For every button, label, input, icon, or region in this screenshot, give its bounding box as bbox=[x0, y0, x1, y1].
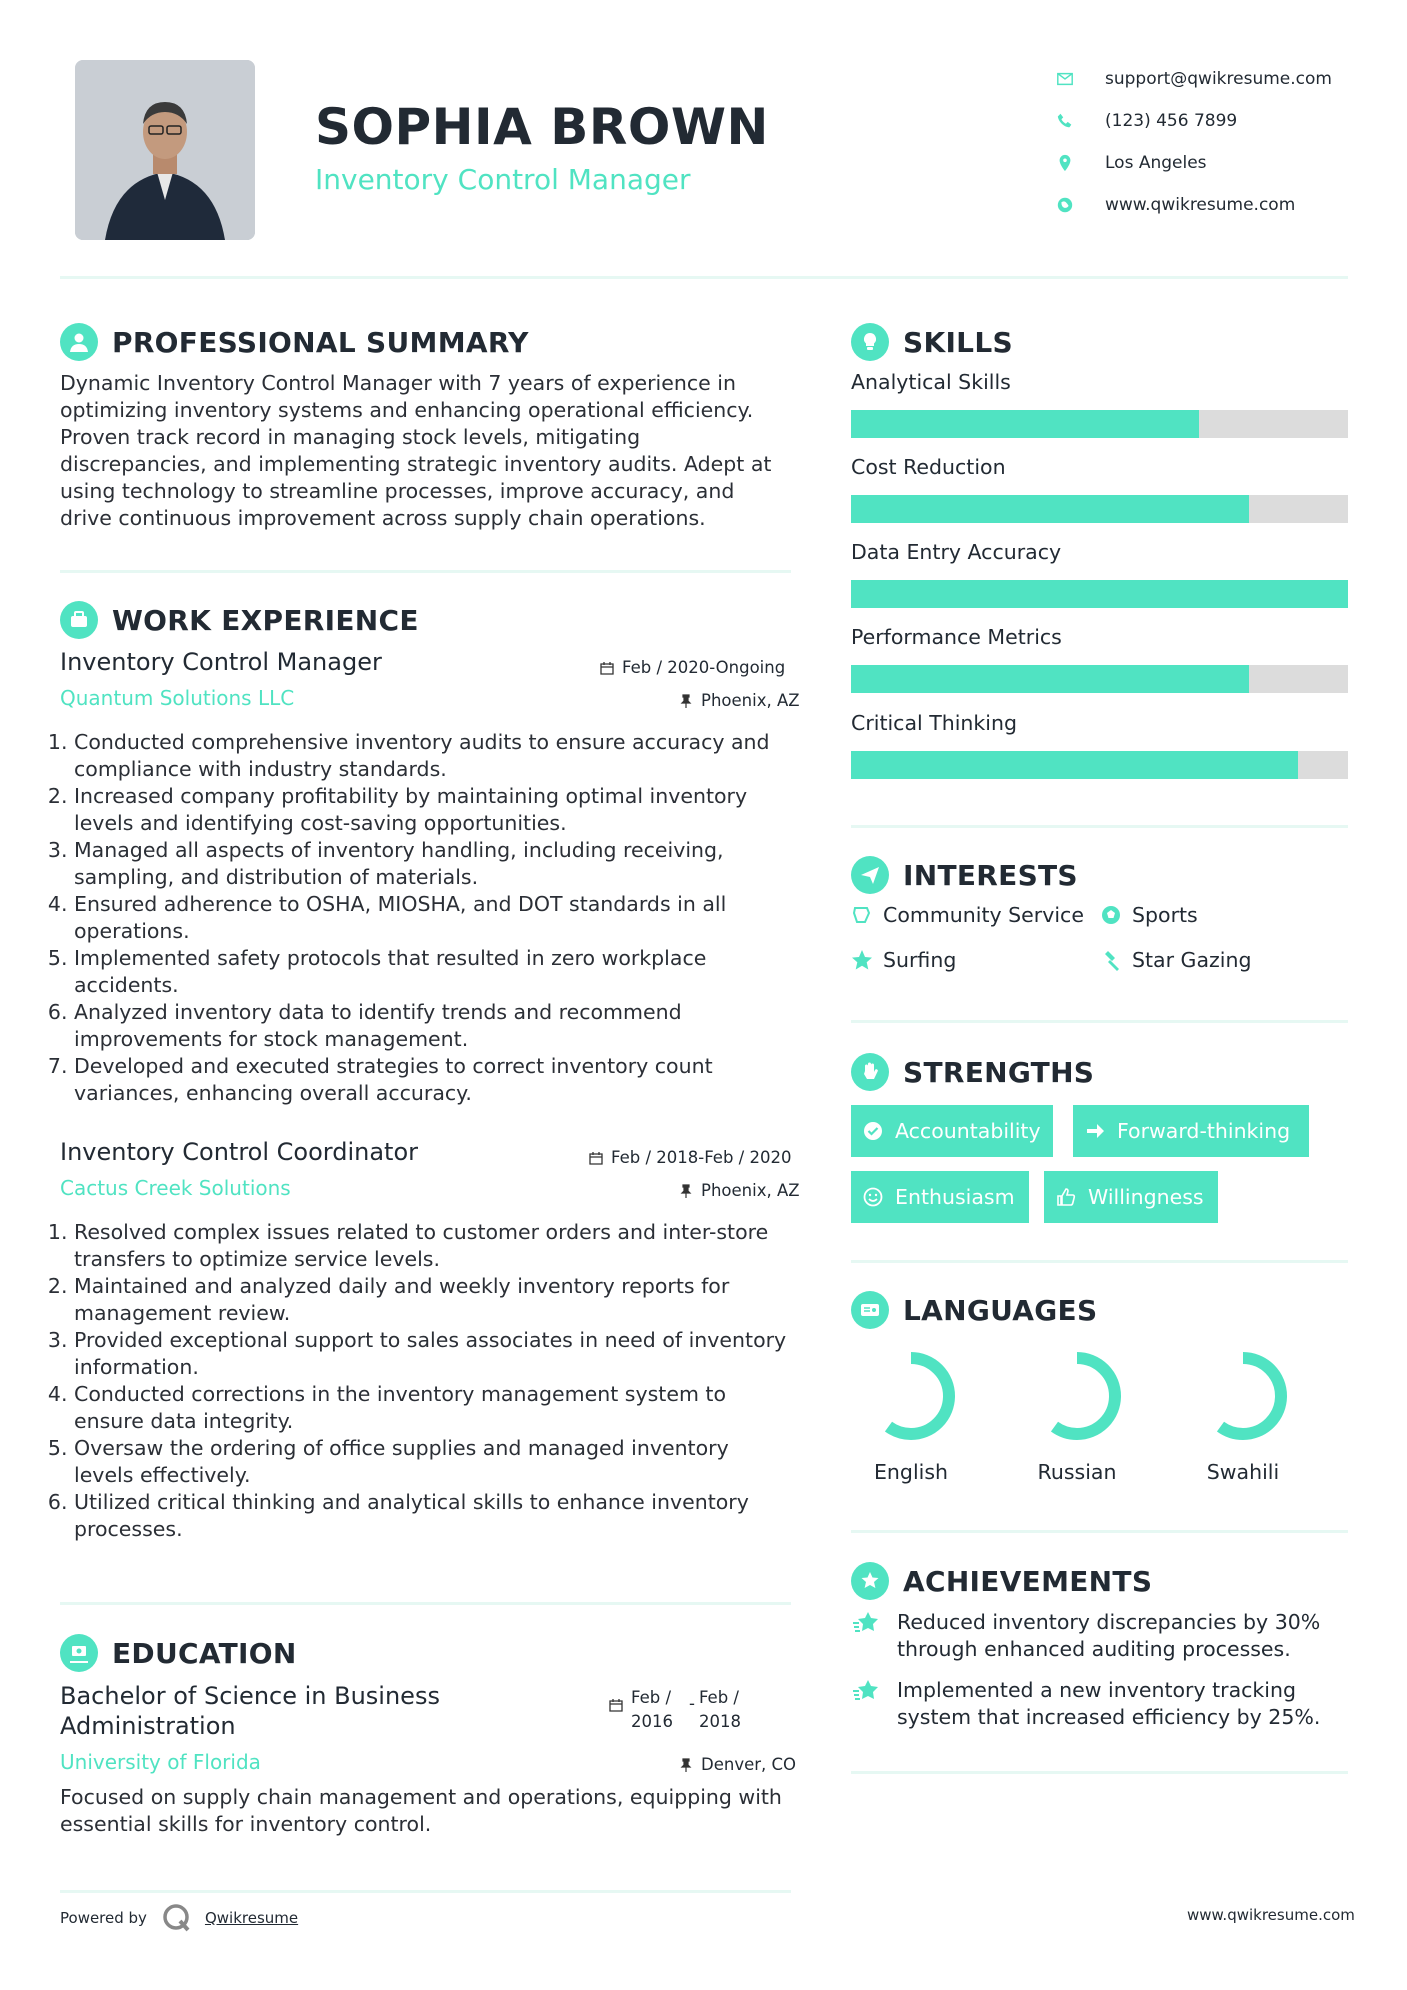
heart-hand-icon bbox=[851, 904, 873, 926]
skill-bar-fill bbox=[851, 580, 1348, 608]
education-text: Focused on supply chain management and operations, equipping with essential skills for inventory control. bbox=[60, 1785, 782, 1836]
job-1-location-text: Phoenix, AZ bbox=[701, 691, 800, 710]
trophy-star-icon bbox=[851, 1562, 889, 1600]
list-item: 5. Implemented safety protocols that resulted in zero workplace accidents. bbox=[74, 945, 791, 999]
contact-location-text: Los Angeles bbox=[1105, 153, 1207, 173]
calendar-icon bbox=[589, 1151, 603, 1165]
education-divider bbox=[60, 1890, 791, 1893]
skill-bar bbox=[851, 580, 1348, 608]
skills-heading bbox=[851, 323, 1013, 361]
list-item: 6. Utilized critical thinking and analytical skills to enhance inventory processes. bbox=[74, 1489, 791, 1543]
job-2-location bbox=[679, 1181, 800, 1200]
profile-photo bbox=[75, 60, 255, 240]
job-1-date-text: Feb / 2020-Ongoing bbox=[622, 658, 786, 677]
list-item: 5. Oversaw the ordering of office supplies and managed inventory levels effectively. bbox=[74, 1435, 791, 1489]
language-english bbox=[841, 1346, 981, 1484]
contact-email-text: support@qwikresume.com bbox=[1105, 69, 1332, 89]
skill-bar bbox=[851, 665, 1348, 693]
skill-critical-thinking bbox=[851, 711, 1348, 779]
contact-phone-text: (123) 456 7899 bbox=[1105, 111, 1238, 131]
education-location-text: Denver, CO bbox=[701, 1755, 797, 1774]
strengths-heading bbox=[851, 1053, 1094, 1091]
skill-bar-fill bbox=[851, 665, 1249, 693]
star-ribbon-icon bbox=[851, 1609, 881, 1639]
strength-label: Enthusiasm bbox=[895, 1185, 1015, 1209]
interest-star-gazing bbox=[1100, 948, 1251, 972]
language-label: Swahili bbox=[1206, 1460, 1280, 1484]
education-date-start: Feb / 2016 bbox=[631, 1688, 673, 1731]
interests-title: INTERESTS bbox=[903, 858, 1078, 892]
list-item: 2. Maintained and analyzed daily and weekly inventory reports for management review. bbox=[74, 1273, 791, 1327]
soccer-ball-icon bbox=[1100, 904, 1122, 926]
job-2-company: Cactus Creek Solutions bbox=[60, 1176, 291, 1200]
languages-title: LANGUAGES bbox=[903, 1293, 1098, 1327]
language-ring bbox=[1027, 1346, 1127, 1446]
skill-analytical bbox=[851, 370, 1348, 438]
pin-icon bbox=[679, 694, 693, 708]
contact-website[interactable] bbox=[1055, 184, 1355, 226]
skill-label: Cost Reduction bbox=[851, 455, 1006, 479]
header-divider bbox=[60, 276, 1348, 279]
interest-label: Sports bbox=[1132, 903, 1198, 927]
interests-divider bbox=[851, 1020, 1348, 1023]
job-2-bullets bbox=[56, 1219, 791, 1543]
skill-bar bbox=[851, 495, 1348, 523]
skill-bar-fill bbox=[851, 751, 1298, 779]
language-ring bbox=[861, 1346, 961, 1446]
skills-title: SKILLS bbox=[903, 325, 1013, 359]
contact-email[interactable] bbox=[1055, 58, 1355, 100]
education-date-separator: - bbox=[689, 1694, 695, 1713]
qwikresume-link[interactable]: Qwikresume bbox=[204, 1909, 299, 1927]
skill-data-entry bbox=[851, 540, 1348, 608]
languages-heading bbox=[851, 1291, 1097, 1329]
achievements-divider bbox=[851, 1771, 1348, 1774]
candidate-name: SOPHIA BROWN bbox=[315, 98, 769, 156]
achievements-title: ACHIEVEMENTS bbox=[903, 1564, 1153, 1598]
job-1-date bbox=[600, 658, 785, 677]
skills-divider bbox=[851, 825, 1348, 828]
list-item: 1. Conducted comprehensive inventory audits to ensure accuracy and compliance with industry standards. bbox=[74, 729, 791, 783]
interests-heading bbox=[851, 856, 1078, 894]
skill-label: Analytical Skills bbox=[851, 370, 1011, 394]
strengths-divider bbox=[851, 1260, 1348, 1263]
interest-sports bbox=[1100, 903, 1198, 927]
achievement-text: Reduced inventory discrepancies by 30% through enhanced auditing processes. bbox=[897, 1610, 1321, 1661]
pin-icon bbox=[679, 1184, 693, 1198]
list-item: 4. Conducted corrections in the inventory management system to ensure data integrity. bbox=[74, 1381, 791, 1435]
thumbs-up-icon bbox=[1056, 1187, 1076, 1207]
skill-bar bbox=[851, 410, 1348, 438]
graduation-icon bbox=[60, 1634, 98, 1672]
briefcase-icon bbox=[60, 601, 98, 639]
language-russian bbox=[1007, 1346, 1147, 1484]
skill-cost-reduction bbox=[851, 455, 1348, 523]
candidate-role: Inventory Control Manager bbox=[315, 163, 691, 196]
job-1-company: Quantum Solutions LLC bbox=[60, 686, 295, 710]
job-2-location-text: Phoenix, AZ bbox=[701, 1181, 800, 1200]
interest-label: Surfing bbox=[883, 948, 957, 972]
skill-bar bbox=[851, 751, 1348, 779]
strength-willingness bbox=[1044, 1171, 1218, 1223]
experience-title: WORK EXPERIENCE bbox=[112, 603, 419, 637]
contact-website-text: www.qwikresume.com bbox=[1105, 195, 1296, 215]
footer-website[interactable]: www.qwikresume.com bbox=[1187, 1906, 1355, 1924]
list-item: 6. Analyzed inventory data to identify trends and recommend improvements for stock management. bbox=[74, 999, 791, 1053]
list-item: 3. Provided exceptional support to sales associates in need of inventory information. bbox=[74, 1327, 791, 1381]
skill-bar-fill bbox=[851, 495, 1249, 523]
strength-accountability bbox=[851, 1105, 1053, 1157]
interest-community-service bbox=[851, 903, 1084, 927]
strengths-title: STRENGTHS bbox=[903, 1055, 1095, 1089]
education-school: University of Florida bbox=[60, 1750, 261, 1774]
education-date-end: Feb / 2018 bbox=[698, 1688, 741, 1731]
list-item: 2. Increased company profitability by maintaining optimal inventory levels and identifying cost-saving opportunities. bbox=[74, 783, 791, 837]
check-circle-icon bbox=[863, 1121, 883, 1141]
powered-by-label: Powered by bbox=[60, 1909, 147, 1927]
achievements-heading bbox=[851, 1562, 1152, 1600]
star-ribbon-icon bbox=[851, 1677, 881, 1707]
summary-title: PROFESSIONAL SUMMARY bbox=[112, 325, 529, 359]
powered-by bbox=[60, 1902, 298, 1934]
contact-phone[interactable] bbox=[1055, 100, 1355, 142]
list-item: 1. Resolved complex issues related to customer orders and inter-store transfers to optimize service levels. bbox=[74, 1219, 791, 1273]
language-swahili bbox=[1173, 1346, 1313, 1484]
education-location bbox=[679, 1755, 796, 1774]
summary-divider bbox=[60, 570, 791, 573]
achievement-text: Implemented a new inventory tracking system that increased efficiency by 25%. bbox=[897, 1678, 1321, 1729]
experience-heading bbox=[60, 601, 419, 639]
interest-label: Star Gazing bbox=[1132, 948, 1252, 972]
skill-performance-metrics bbox=[851, 625, 1348, 693]
job-1-title: Inventory Control Manager bbox=[60, 648, 382, 676]
star-icon bbox=[851, 949, 873, 971]
contact-list bbox=[1055, 58, 1355, 226]
skill-label: Critical Thinking bbox=[851, 711, 1017, 735]
arrow-right-icon bbox=[1085, 1121, 1105, 1141]
education-title: EDUCATION bbox=[112, 1636, 297, 1670]
achievement-item bbox=[851, 1677, 1351, 1731]
achievement-item bbox=[851, 1609, 1351, 1663]
education-date bbox=[609, 1686, 747, 1734]
calendar-icon bbox=[609, 1698, 623, 1712]
language-ring bbox=[1193, 1346, 1293, 1446]
interest-label: Community Service bbox=[883, 903, 1084, 927]
job-2-title: Inventory Control Coordinator bbox=[60, 1138, 418, 1166]
hand-icon bbox=[851, 1053, 889, 1091]
envelope-icon bbox=[1055, 69, 1075, 89]
skill-label: Data Entry Accuracy bbox=[851, 540, 1062, 564]
list-item: 4. Ensured adherence to OSHA, MIOSHA, and DOT standards in all operations. bbox=[74, 891, 791, 945]
paper-plane-icon bbox=[851, 856, 889, 894]
pin-icon bbox=[679, 1758, 693, 1772]
calendar-icon bbox=[600, 661, 614, 675]
qwikresume-logo-icon bbox=[161, 1902, 193, 1934]
language-label: Russian bbox=[1037, 1460, 1117, 1484]
strength-label: Accountability bbox=[895, 1119, 1041, 1143]
lightbulb-icon bbox=[851, 323, 889, 361]
gavel-icon bbox=[1100, 949, 1122, 971]
list-item: 7. Developed and executed strategies to correct inventory count variances, enhancing overall accuracy. bbox=[74, 1053, 791, 1107]
summary-heading bbox=[60, 323, 529, 361]
strength-label: Forward-thinking bbox=[1117, 1119, 1291, 1143]
strength-label: Willingness bbox=[1088, 1185, 1204, 1209]
smile-icon bbox=[863, 1187, 883, 1207]
languages-divider bbox=[851, 1530, 1348, 1533]
job-1-bullets bbox=[56, 729, 791, 1107]
job-1-location bbox=[679, 691, 800, 710]
map-pin-icon bbox=[1055, 153, 1075, 173]
education-heading bbox=[60, 1634, 297, 1672]
user-icon bbox=[60, 323, 98, 361]
contact-location bbox=[1055, 142, 1355, 184]
summary-text: Dynamic Inventory Control Manager with 7 years of experience in optimizing inventory systems and enhancing operational efficiency. Proven track record in managing stock levels, mitigating discrepancies, and implementing strategic inventory audits. Adept at using technology to streamline processes, improve accuracy, and drive continuous improvement across supply chain operations. bbox=[60, 371, 772, 530]
phone-icon bbox=[1055, 111, 1075, 131]
experience-divider bbox=[60, 1602, 791, 1605]
job-2-date bbox=[589, 1148, 791, 1167]
interest-surfing bbox=[851, 948, 956, 972]
language-label: English bbox=[873, 1460, 949, 1484]
id-card-icon bbox=[851, 1291, 889, 1329]
strength-forward-thinking bbox=[1073, 1105, 1309, 1157]
education-degree: Bachelor of Science in Business Administration bbox=[60, 1682, 440, 1740]
strength-enthusiasm bbox=[851, 1171, 1029, 1223]
globe-icon bbox=[1055, 195, 1075, 215]
job-2-date-text: Feb / 2018-Feb / 2020 bbox=[611, 1148, 792, 1167]
skill-label: Performance Metrics bbox=[851, 625, 1062, 649]
skill-bar-fill bbox=[851, 410, 1199, 438]
list-item: 3. Managed all aspects of inventory handling, including receiving, sampling, and distribution of materials. bbox=[74, 837, 791, 891]
